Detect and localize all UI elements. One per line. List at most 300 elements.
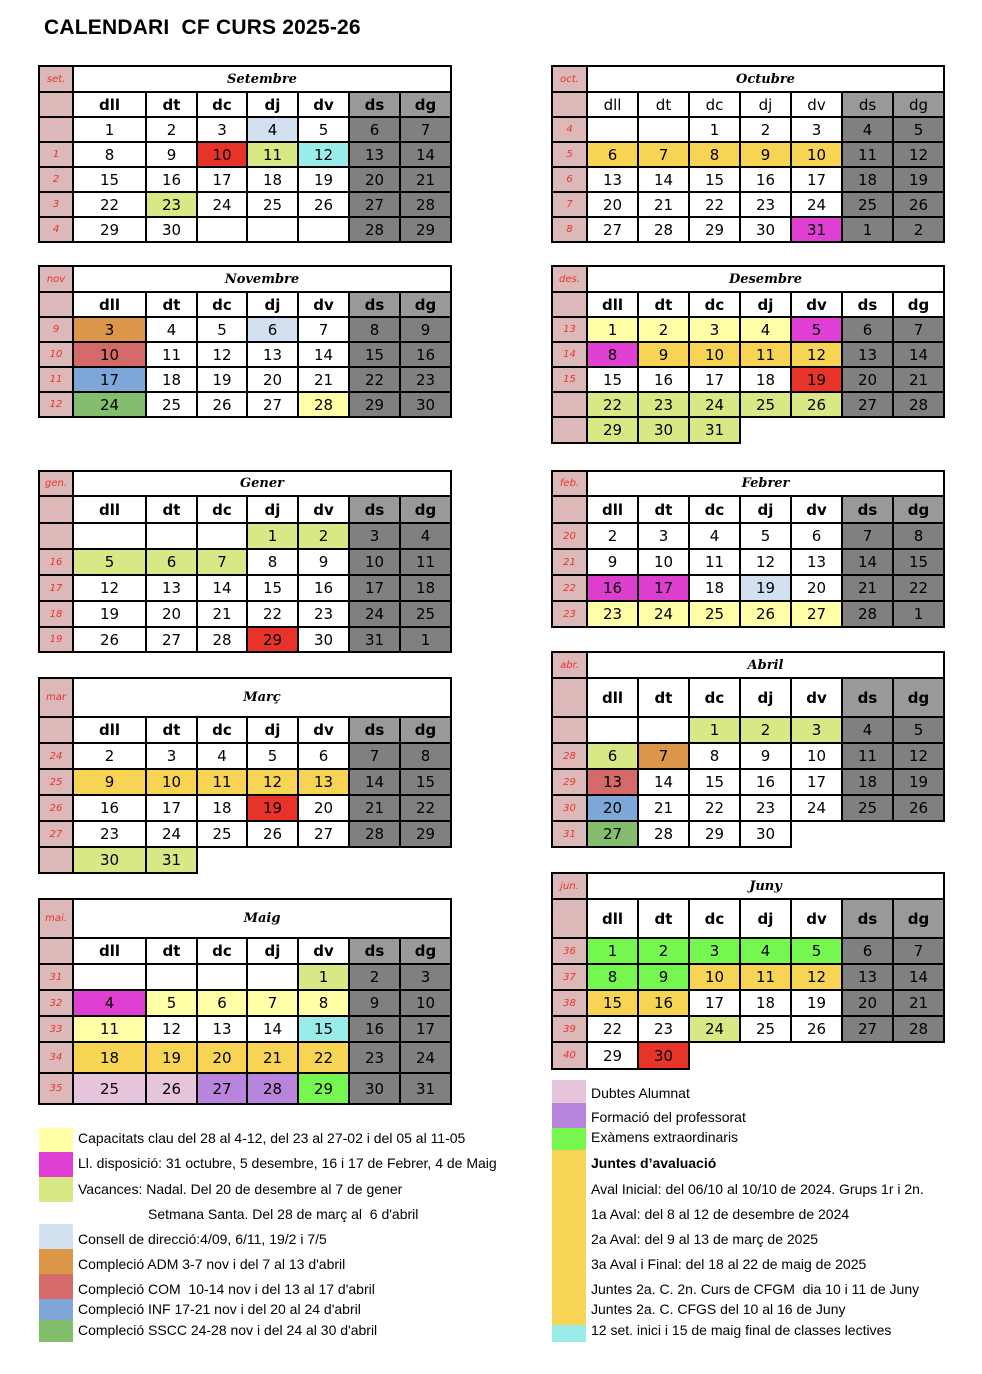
day-cell[interactable]: [586, 742, 639, 770]
day-cell[interactable]: [586, 141, 639, 168]
day-cell[interactable]: [688, 600, 741, 628]
day-cell[interactable]: [841, 366, 894, 393]
day-cell[interactable]: [145, 794, 198, 822]
day-cell[interactable]: [637, 1041, 690, 1070]
day-cell[interactable]: [739, 316, 792, 343]
day-cell[interactable]: [72, 989, 147, 1017]
day-cell[interactable]: [790, 794, 843, 822]
day-cell[interactable]: [739, 989, 792, 1017]
day-cell[interactable]: [841, 116, 894, 143]
day-cell[interactable]: [688, 316, 741, 343]
day-cell[interactable]: [297, 820, 350, 848]
day-cell[interactable]: [196, 166, 248, 193]
day-cell[interactable]: [586, 794, 639, 822]
day-cell[interactable]: [892, 191, 945, 218]
day-cell[interactable]: [739, 191, 792, 218]
day-cell[interactable]: [145, 742, 198, 770]
day-cell[interactable]: [399, 820, 452, 848]
day-cell[interactable]: [688, 742, 741, 770]
day-cell[interactable]: [246, 391, 299, 418]
day-cell[interactable]: [348, 963, 401, 991]
day-cell[interactable]: [348, 742, 401, 770]
day-cell[interactable]: [297, 166, 350, 193]
day-cell[interactable]: [688, 937, 741, 965]
day-cell[interactable]: [399, 216, 452, 243]
day-cell[interactable]: [297, 141, 350, 168]
day-cell[interactable]: [399, 341, 452, 368]
day-cell[interactable]: [348, 626, 401, 653]
day-cell[interactable]: [841, 716, 894, 744]
day-cell[interactable]: [892, 963, 945, 991]
day-cell[interactable]: [586, 1015, 639, 1043]
day-cell[interactable]: [145, 820, 198, 848]
day-cell[interactable]: [145, 574, 198, 602]
day-cell[interactable]: [399, 963, 452, 991]
day-cell[interactable]: [790, 716, 843, 744]
day-cell[interactable]: [688, 716, 741, 744]
day-cell[interactable]: [841, 391, 894, 418]
day-cell[interactable]: [348, 1072, 401, 1105]
day-cell[interactable]: [72, 1072, 147, 1105]
day-cell[interactable]: [688, 341, 741, 368]
day-cell[interactable]: [348, 522, 401, 550]
day-cell[interactable]: [688, 391, 741, 418]
day-cell[interactable]: [196, 600, 248, 628]
day-cell[interactable]: [348, 989, 401, 1017]
day-cell[interactable]: [892, 141, 945, 168]
day-cell[interactable]: [841, 141, 894, 168]
day-cell[interactable]: [739, 963, 792, 991]
day-cell[interactable]: [790, 963, 843, 991]
day-cell[interactable]: [399, 989, 452, 1017]
day-cell[interactable]: [688, 141, 741, 168]
day-cell[interactable]: [72, 626, 147, 653]
day-cell[interactable]: [72, 141, 147, 168]
day-cell[interactable]: [145, 768, 198, 796]
day-cell[interactable]: [399, 366, 452, 393]
day-cell[interactable]: [72, 366, 147, 393]
day-cell[interactable]: [841, 341, 894, 368]
day-cell[interactable]: [399, 794, 452, 822]
day-cell[interactable]: [246, 141, 299, 168]
day-cell[interactable]: [196, 1041, 248, 1074]
day-cell[interactable]: [790, 141, 843, 168]
day-cell[interactable]: [739, 341, 792, 368]
day-cell[interactable]: [790, 116, 843, 143]
day-cell[interactable]: [790, 366, 843, 393]
day-cell[interactable]: [892, 574, 945, 602]
day-cell[interactable]: [790, 216, 843, 243]
day-cell[interactable]: [196, 366, 248, 393]
day-cell[interactable]: [892, 1015, 945, 1043]
day-cell[interactable]: [892, 600, 945, 628]
day-cell[interactable]: [739, 600, 792, 628]
day-cell[interactable]: [892, 768, 945, 796]
day-cell[interactable]: [72, 794, 147, 822]
day-cell[interactable]: [72, 116, 147, 143]
day-cell[interactable]: [246, 989, 299, 1017]
day-cell[interactable]: [399, 626, 452, 653]
day-cell[interactable]: [790, 937, 843, 965]
day-cell[interactable]: [196, 768, 248, 796]
day-cell[interactable]: [72, 1015, 147, 1043]
day-cell[interactable]: [637, 794, 690, 822]
day-cell[interactable]: [841, 1015, 894, 1043]
day-cell[interactable]: [841, 216, 894, 243]
day-cell[interactable]: [637, 574, 690, 602]
day-cell[interactable]: [586, 216, 639, 243]
day-cell[interactable]: [790, 768, 843, 796]
day-cell[interactable]: [246, 574, 299, 602]
day-cell[interactable]: [246, 768, 299, 796]
day-cell[interactable]: [688, 216, 741, 243]
day-cell[interactable]: [790, 742, 843, 770]
day-cell[interactable]: [297, 548, 350, 576]
day-cell[interactable]: [399, 1015, 452, 1043]
day-cell[interactable]: [586, 820, 639, 848]
day-cell[interactable]: [790, 548, 843, 576]
day-cell[interactable]: [399, 522, 452, 550]
day-cell[interactable]: [841, 600, 894, 628]
day-cell[interactable]: [145, 548, 198, 576]
day-cell[interactable]: [196, 341, 248, 368]
day-cell[interactable]: [297, 963, 350, 991]
day-cell[interactable]: [399, 574, 452, 602]
day-cell[interactable]: [297, 1015, 350, 1043]
day-cell[interactable]: [145, 316, 198, 343]
day-cell[interactable]: [688, 768, 741, 796]
day-cell[interactable]: [739, 391, 792, 418]
day-cell[interactable]: [841, 742, 894, 770]
day-cell[interactable]: [348, 820, 401, 848]
day-cell[interactable]: [739, 548, 792, 576]
day-cell[interactable]: [297, 316, 350, 343]
day-cell[interactable]: [586, 341, 639, 368]
day-cell[interactable]: [297, 989, 350, 1017]
day-cell[interactable]: [246, 166, 299, 193]
day-cell[interactable]: [72, 846, 147, 874]
day-cell[interactable]: [637, 600, 690, 628]
day-cell[interactable]: [739, 716, 792, 744]
day-cell[interactable]: [297, 768, 350, 796]
day-cell[interactable]: [892, 522, 945, 550]
day-cell[interactable]: [145, 166, 198, 193]
day-cell[interactable]: [841, 191, 894, 218]
day-cell[interactable]: [297, 116, 350, 143]
day-cell[interactable]: [586, 191, 639, 218]
day-cell[interactable]: [841, 963, 894, 991]
day-cell[interactable]: [739, 216, 792, 243]
day-cell[interactable]: [246, 316, 299, 343]
day-cell[interactable]: [637, 416, 690, 444]
day-cell[interactable]: [688, 989, 741, 1017]
day-cell[interactable]: [841, 166, 894, 193]
day-cell[interactable]: [246, 742, 299, 770]
day-cell[interactable]: [72, 768, 147, 796]
day-cell[interactable]: [196, 1015, 248, 1043]
day-cell[interactable]: [841, 768, 894, 796]
day-cell[interactable]: [399, 742, 452, 770]
day-cell[interactable]: [246, 794, 299, 822]
day-cell[interactable]: [196, 820, 248, 848]
day-cell[interactable]: [196, 574, 248, 602]
day-cell[interactable]: [196, 141, 248, 168]
day-cell[interactable]: [246, 820, 299, 848]
day-cell[interactable]: [892, 366, 945, 393]
day-cell[interactable]: [145, 846, 198, 874]
day-cell[interactable]: [399, 768, 452, 796]
day-cell[interactable]: [196, 116, 248, 143]
day-cell[interactable]: [637, 366, 690, 393]
day-cell[interactable]: [637, 768, 690, 796]
day-cell[interactable]: [892, 166, 945, 193]
day-cell[interactable]: [637, 548, 690, 576]
day-cell[interactable]: [892, 316, 945, 343]
day-cell[interactable]: [72, 391, 147, 418]
day-cell[interactable]: [72, 1041, 147, 1074]
day-cell[interactable]: [688, 794, 741, 822]
day-cell[interactable]: [246, 1015, 299, 1043]
day-cell[interactable]: [688, 522, 741, 550]
day-cell[interactable]: [739, 141, 792, 168]
day-cell[interactable]: [637, 216, 690, 243]
day-cell[interactable]: [790, 316, 843, 343]
day-cell[interactable]: [841, 316, 894, 343]
day-cell[interactable]: [72, 742, 147, 770]
day-cell[interactable]: [196, 742, 248, 770]
day-cell[interactable]: [637, 820, 690, 848]
day-cell[interactable]: [637, 141, 690, 168]
day-cell[interactable]: [145, 141, 198, 168]
day-cell[interactable]: [399, 1072, 452, 1105]
day-cell[interactable]: [586, 768, 639, 796]
day-cell[interactable]: [892, 116, 945, 143]
day-cell[interactable]: [637, 522, 690, 550]
day-cell[interactable]: [790, 1015, 843, 1043]
day-cell[interactable]: [399, 316, 452, 343]
day-cell[interactable]: [892, 548, 945, 576]
day-cell[interactable]: [739, 574, 792, 602]
day-cell[interactable]: [739, 116, 792, 143]
day-cell[interactable]: [790, 522, 843, 550]
day-cell[interactable]: [196, 191, 248, 218]
day-cell[interactable]: [688, 191, 741, 218]
day-cell[interactable]: [790, 191, 843, 218]
day-cell[interactable]: [145, 116, 198, 143]
day-cell[interactable]: [586, 600, 639, 628]
day-cell[interactable]: [348, 600, 401, 628]
day-cell[interactable]: [72, 341, 147, 368]
day-cell[interactable]: [739, 166, 792, 193]
day-cell[interactable]: [348, 141, 401, 168]
day-cell[interactable]: [196, 794, 248, 822]
day-cell[interactable]: [688, 820, 741, 848]
day-cell[interactable]: [297, 1072, 350, 1105]
day-cell[interactable]: [348, 574, 401, 602]
day-cell[interactable]: [348, 316, 401, 343]
day-cell[interactable]: [841, 794, 894, 822]
day-cell[interactable]: [145, 1041, 198, 1074]
day-cell[interactable]: [637, 989, 690, 1017]
day-cell[interactable]: [892, 989, 945, 1017]
day-cell[interactable]: [246, 626, 299, 653]
day-cell[interactable]: [739, 937, 792, 965]
day-cell[interactable]: [196, 989, 248, 1017]
day-cell[interactable]: [892, 216, 945, 243]
day-cell[interactable]: [892, 937, 945, 965]
day-cell[interactable]: [637, 391, 690, 418]
day-cell[interactable]: [196, 391, 248, 418]
day-cell[interactable]: [586, 963, 639, 991]
day-cell[interactable]: [348, 391, 401, 418]
day-cell[interactable]: [399, 191, 452, 218]
day-cell[interactable]: [145, 1072, 198, 1105]
day-cell[interactable]: [637, 963, 690, 991]
day-cell[interactable]: [841, 989, 894, 1017]
day-cell[interactable]: [688, 166, 741, 193]
day-cell[interactable]: [145, 391, 198, 418]
day-cell[interactable]: [246, 366, 299, 393]
day-cell[interactable]: [841, 522, 894, 550]
day-cell[interactable]: [790, 574, 843, 602]
day-cell[interactable]: [637, 316, 690, 343]
day-cell[interactable]: [841, 574, 894, 602]
day-cell[interactable]: [297, 341, 350, 368]
day-cell[interactable]: [246, 548, 299, 576]
day-cell[interactable]: [72, 216, 147, 243]
day-cell[interactable]: [72, 548, 147, 576]
day-cell[interactable]: [688, 116, 741, 143]
day-cell[interactable]: [637, 937, 690, 965]
day-cell[interactable]: [348, 116, 401, 143]
day-cell[interactable]: [196, 1072, 248, 1105]
day-cell[interactable]: [348, 341, 401, 368]
day-cell[interactable]: [790, 989, 843, 1017]
day-cell[interactable]: [586, 574, 639, 602]
day-cell[interactable]: [348, 1015, 401, 1043]
day-cell[interactable]: [586, 937, 639, 965]
day-cell[interactable]: [72, 820, 147, 848]
day-cell[interactable]: [246, 116, 299, 143]
day-cell[interactable]: [399, 1041, 452, 1074]
day-cell[interactable]: [348, 768, 401, 796]
day-cell[interactable]: [145, 989, 198, 1017]
day-cell[interactable]: [399, 391, 452, 418]
day-cell[interactable]: [246, 191, 299, 218]
day-cell[interactable]: [688, 1015, 741, 1043]
day-cell[interactable]: [246, 600, 299, 628]
day-cell[interactable]: [348, 216, 401, 243]
day-cell[interactable]: [72, 316, 147, 343]
day-cell[interactable]: [892, 391, 945, 418]
day-cell[interactable]: [586, 522, 639, 550]
day-cell[interactable]: [246, 1072, 299, 1105]
day-cell[interactable]: [145, 191, 198, 218]
day-cell[interactable]: [399, 141, 452, 168]
day-cell[interactable]: [196, 626, 248, 653]
day-cell[interactable]: [348, 366, 401, 393]
day-cell[interactable]: [196, 316, 248, 343]
day-cell[interactable]: [72, 191, 147, 218]
day-cell[interactable]: [586, 989, 639, 1017]
day-cell[interactable]: [586, 316, 639, 343]
day-cell[interactable]: [297, 191, 350, 218]
day-cell[interactable]: [399, 600, 452, 628]
day-cell[interactable]: [637, 742, 690, 770]
day-cell[interactable]: [637, 191, 690, 218]
day-cell[interactable]: [196, 548, 248, 576]
day-cell[interactable]: [297, 1041, 350, 1074]
day-cell[interactable]: [72, 600, 147, 628]
day-cell[interactable]: [892, 794, 945, 822]
day-cell[interactable]: [688, 366, 741, 393]
day-cell[interactable]: [841, 548, 894, 576]
day-cell[interactable]: [739, 820, 792, 848]
day-cell[interactable]: [739, 522, 792, 550]
day-cell[interactable]: [739, 768, 792, 796]
day-cell[interactable]: [246, 522, 299, 550]
day-cell[interactable]: [297, 522, 350, 550]
day-cell[interactable]: [145, 341, 198, 368]
day-cell[interactable]: [297, 574, 350, 602]
day-cell[interactable]: [892, 341, 945, 368]
day-cell[interactable]: [399, 548, 452, 576]
day-cell[interactable]: [739, 742, 792, 770]
day-cell[interactable]: [586, 366, 639, 393]
day-cell[interactable]: [348, 166, 401, 193]
day-cell[interactable]: [841, 937, 894, 965]
day-cell[interactable]: [688, 548, 741, 576]
day-cell[interactable]: [145, 626, 198, 653]
day-cell[interactable]: [637, 341, 690, 368]
day-cell[interactable]: [348, 794, 401, 822]
day-cell[interactable]: [637, 1015, 690, 1043]
day-cell[interactable]: [72, 574, 147, 602]
day-cell[interactable]: [739, 1015, 792, 1043]
day-cell[interactable]: [72, 166, 147, 193]
day-cell[interactable]: [348, 191, 401, 218]
day-cell[interactable]: [145, 366, 198, 393]
day-cell[interactable]: [297, 391, 350, 418]
day-cell[interactable]: [246, 341, 299, 368]
day-cell[interactable]: [637, 166, 690, 193]
day-cell[interactable]: [790, 166, 843, 193]
day-cell[interactable]: [688, 574, 741, 602]
day-cell[interactable]: [892, 742, 945, 770]
day-cell[interactable]: [348, 1041, 401, 1074]
day-cell[interactable]: [892, 716, 945, 744]
day-cell[interactable]: [790, 391, 843, 418]
day-cell[interactable]: [297, 366, 350, 393]
day-cell[interactable]: [790, 600, 843, 628]
day-cell[interactable]: [739, 366, 792, 393]
day-cell[interactable]: [297, 626, 350, 653]
day-cell[interactable]: [297, 794, 350, 822]
day-cell[interactable]: [688, 963, 741, 991]
day-cell[interactable]: [688, 416, 741, 444]
day-cell[interactable]: [399, 166, 452, 193]
day-cell[interactable]: [586, 548, 639, 576]
day-cell[interactable]: [297, 742, 350, 770]
day-cell[interactable]: [739, 794, 792, 822]
day-cell[interactable]: [790, 341, 843, 368]
day-cell[interactable]: [145, 600, 198, 628]
day-cell[interactable]: [586, 391, 639, 418]
day-cell[interactable]: [145, 216, 198, 243]
day-cell[interactable]: [586, 416, 639, 444]
day-cell[interactable]: [145, 1015, 198, 1043]
day-cell[interactable]: [297, 600, 350, 628]
